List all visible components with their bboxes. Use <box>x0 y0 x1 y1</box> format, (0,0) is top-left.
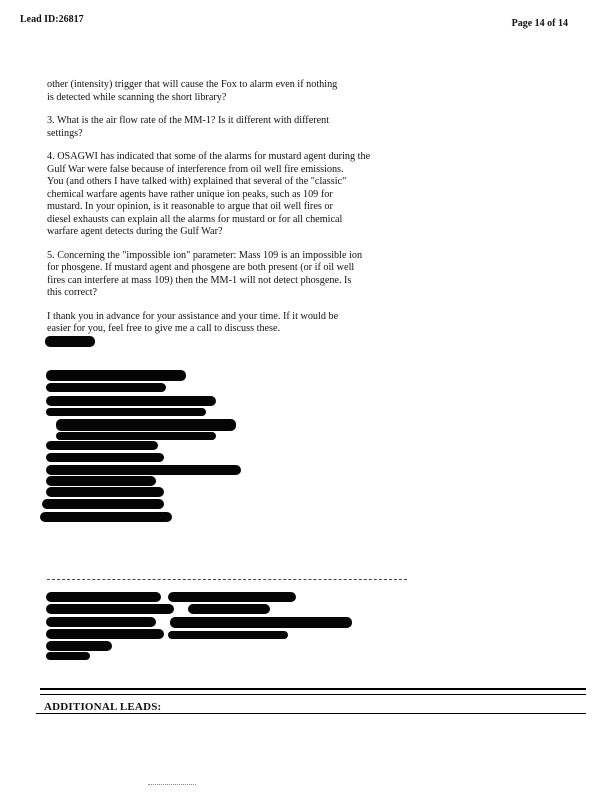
text-line: You (and others I have talked with) explained that several of the "classic" <box>47 176 347 187</box>
lead-id: Lead ID:26817 <box>20 14 84 25</box>
redaction-bar <box>46 604 174 614</box>
redaction-bar <box>46 652 90 660</box>
text-line: fires can interfere at mass 109) then the MM-1 will not detect phosgene. Is <box>47 274 352 286</box>
redaction-bar <box>46 465 241 475</box>
text-line: mustard. In your opinion, is it reasonable to argue that oil well fires or <box>47 201 333 212</box>
redaction-bar <box>46 370 186 381</box>
redaction-bar <box>42 499 164 509</box>
text-line: for phosgene. If mustard agent and phosgene are both present (or if oil well <box>47 262 355 273</box>
letter-body <box>47 79 377 347</box>
redaction-bar <box>56 432 216 440</box>
text-line: I thank you in advance for your assistance and your time. If it would be <box>47 310 339 322</box>
redaction-bar <box>46 629 164 639</box>
text-line: chemical warfare agents have rather unique ion peaks, such as 109 for <box>47 188 333 200</box>
redaction-bar <box>46 476 156 486</box>
redaction-bar <box>56 419 236 431</box>
scan-artifact <box>148 784 196 785</box>
paragraph-intensity-trigger <box>47 79 377 104</box>
text-line: warfare agent detects during the Gulf War? <box>47 226 223 237</box>
text-line: this correct? <box>47 287 98 298</box>
divider-rule <box>40 688 586 690</box>
redaction-bar <box>40 512 172 522</box>
text-line: 4. OSAGWI has indicated that some of the alarms for mustard agent during the <box>47 151 371 162</box>
text-line: 3. What is the air flow rate of the MM-1? Is it different with different <box>47 115 330 126</box>
additional-leads-heading: ADDITIONAL LEADS: <box>44 701 162 713</box>
redaction-bar <box>46 641 112 651</box>
redaction-bar <box>46 441 158 450</box>
page-number: Page 14 of 14 <box>511 18 568 29</box>
redaction-bar <box>46 617 156 627</box>
redaction-bar <box>46 592 161 602</box>
redaction-bar <box>46 383 166 392</box>
question-4 <box>47 151 377 239</box>
divider-rule <box>40 694 586 695</box>
redaction-bar <box>170 617 352 628</box>
text-line: other (intensity) trigger that will cause the Fox to alarm even if nothing <box>47 79 338 90</box>
redaction-bar <box>45 336 95 347</box>
text-line: 5. Concerning the "impossible ion" parameter: Mass 109 is an impossible ion <box>47 249 363 261</box>
redaction-bar <box>168 631 288 639</box>
separator-line <box>47 579 407 580</box>
text-line: is detected while scanning the short library? <box>47 91 227 103</box>
divider-rule <box>36 713 586 714</box>
question-5 <box>47 250 377 300</box>
redaction-bar <box>46 396 216 406</box>
question-3 <box>47 115 377 140</box>
redaction-bar <box>46 408 206 416</box>
redaction-bar <box>168 592 296 602</box>
redaction-bar <box>46 453 164 462</box>
redaction-bar <box>46 487 164 497</box>
closing-paragraph <box>47 311 377 336</box>
redaction-bar <box>188 604 270 614</box>
text-line: settings? <box>47 127 83 139</box>
text-line: diesel exhausts can explain all the alarms for mustard or for all chemical <box>47 213 343 225</box>
text-line: easier for you, feel free to give me a call to discuss these. <box>47 323 281 334</box>
text-line: Gulf War were false because of interference from oil well fire emissions. <box>47 163 344 175</box>
